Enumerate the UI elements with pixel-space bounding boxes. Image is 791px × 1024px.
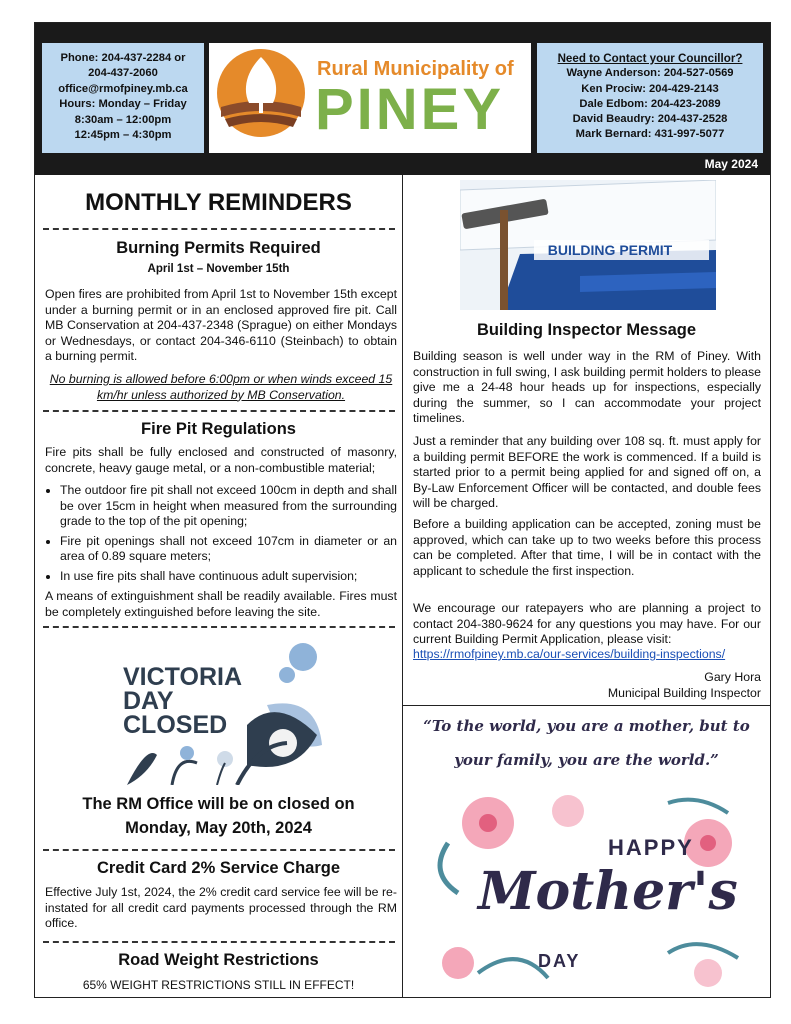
inspector-paragraph: Before a building application can be accepted, zoning must be approved, which can take up to two weeks before this process can be completed. After that time, I will be in contact with the applicant to schedule the first inspection.	[413, 517, 761, 578]
contact-line: 12:45pm – 4:30pm	[74, 129, 172, 142]
road-weight-body: 65% WEIGHT RESTRICTIONS STILL IN EFFECT!	[82, 978, 355, 992]
office-closed-line2: Monday, May 20th, 2024	[125, 819, 312, 837]
credit-card-heading: Credit Card 2% Service Charge	[96, 859, 340, 877]
right-column-divider	[402, 705, 770, 706]
happy-text: HAPPY	[608, 835, 694, 860]
date-band	[35, 156, 770, 175]
list-item: • The outdoor fire pit shall not exceed 100cm in depth and shall be over 15cm in height when measured from the surrounding grade to the top of the pit opening;	[60, 483, 397, 530]
fire-pit-bullets	[45, 483, 397, 589]
road-weight-heading: Road Weight Restrictions	[118, 951, 319, 969]
rm-logo	[209, 43, 531, 153]
victoria-line: DAY	[123, 687, 174, 715]
building-inspections-link[interactable]: https://rmofpiney.mb.ca/our-services/building-inspections/	[413, 647, 726, 661]
contact-line: 8:30am – 12:00pm	[74, 113, 172, 126]
inspector-title: Municipal Building Inspector	[607, 686, 761, 700]
newsletter-page	[34, 22, 771, 998]
councillor-contact-box	[537, 43, 763, 153]
burning-body: Open fires are prohibited from April 1st to November 15th except under a burning permit or in an enclosed approved fire pit. Call MB Conservation at 204-437-2348 (Sprague) on either Mondays or Wednesdays, or contact 204-346-6110 (Steinbach) to obtain a burning permit.	[45, 287, 397, 364]
monthly-reminders-title: MONTHLY REMINDERS	[85, 189, 352, 216]
office-closed-line1: The RM Office will be on closed on	[82, 795, 355, 813]
day-text: DAY	[538, 951, 581, 971]
councillor-title: Need to Contact your Councillor?	[557, 52, 743, 65]
inspector-paragraph: Just a reminder that any building over 108 sq. ft. must apply for a building permit BEFORE the work is commenced. If a build is started prior to a permit being applied for and signed off on, a By-Law Enforcement Officer will be contacted, and double fees will be charged.	[413, 434, 761, 511]
fire-pit-intro: Fire pits shall be fully enclosed and constructed of masonry, concrete, heavy gauge metal, or a non-combustible material;	[45, 445, 397, 475]
office-contact-box	[42, 43, 204, 153]
mothers-day-image	[418, 783, 754, 993]
fire-pit-heading: Fire Pit Regulations	[141, 420, 296, 438]
contact-line: Hours: Monday – Friday	[59, 98, 187, 111]
issue-date: May 2024	[704, 157, 758, 171]
mothers-text: Mother's	[478, 861, 738, 922]
burning-note: No burning is allowed before 6:00pm or when winds exceed 15 km/hr unless authorized by MB Conservation.	[49, 372, 393, 402]
inspector-paragraph: Building season is well under way in the RM of Piney. With construction in full swing, I ask building permit holders to please give me a 24-48 hour heads up for inspections, especially during the summer, so I can accommodate your project timelines.	[413, 349, 761, 426]
dashed-divider	[43, 941, 395, 943]
victoria-day-image	[117, 635, 327, 785]
inspector-heading: Building Inspector Message	[476, 321, 697, 339]
dashed-divider	[43, 626, 395, 628]
dashed-divider	[43, 849, 395, 851]
contact-line: office@rmofpiney.mb.ca	[58, 82, 188, 95]
column-divider	[402, 175, 403, 998]
logo-title: PINEY	[315, 77, 505, 142]
list-item: • In use fire pits shall have continuous adult supervision;	[60, 569, 397, 585]
councillor-line: David Beaudry: 204-437-2528	[572, 113, 728, 126]
building-permit-image	[460, 180, 716, 310]
dashed-divider	[43, 228, 395, 230]
councillor-line: Wayne Anderson: 204-527-0569	[566, 67, 734, 80]
dashed-divider	[43, 410, 395, 412]
councillor-line: Dale Edbom: 204-423-2089	[579, 97, 721, 110]
burning-permits-heading: Burning Permits Required	[116, 239, 321, 257]
fire-pit-outro: A means of extinguishment shall be readily available. Fires must be completely extinguished before leaving the site.	[45, 589, 397, 619]
credit-card-body: Effective July 1st, 2024, the 2% credit card service fee will be re-instated for all credit card payments processed through the RM office.	[45, 885, 397, 931]
logo-subtitle: Rural Municipality of	[317, 58, 514, 80]
burning-dates: April 1st – November 15th	[147, 263, 290, 275]
victoria-line: VICTORIA	[123, 663, 242, 691]
mothers-quote-line2: your family, you are the world.”	[454, 751, 719, 769]
building-permit-label: BUILDING PERMIT	[547, 242, 673, 258]
councillor-line: Mark Bernard: 431-997-5077	[575, 128, 725, 141]
list-item: • Fire pit openings shall not exceed 107cm in diameter or an area of 0.89 square meters;	[60, 534, 397, 565]
contact-line: Phone: 204-437-2284 or	[60, 52, 186, 64]
pine-tree-logo-icon	[215, 47, 307, 139]
inspector-paragraph: We encourage our ratepayers who are planning a project to contact 204-380-9624 for any questions you may have. For our current Building Permit Application, please visit:	[413, 601, 761, 647]
contact-line: 204-437-2060	[88, 67, 158, 80]
inspector-name: Gary Hora	[704, 670, 761, 684]
header-band	[35, 23, 770, 156]
mothers-quote-line1: “To the world, you are a mother, but to	[423, 717, 750, 735]
victoria-line: CLOSED	[123, 711, 228, 739]
councillor-line: Ken Prociw: 204-429-2143	[581, 82, 719, 95]
